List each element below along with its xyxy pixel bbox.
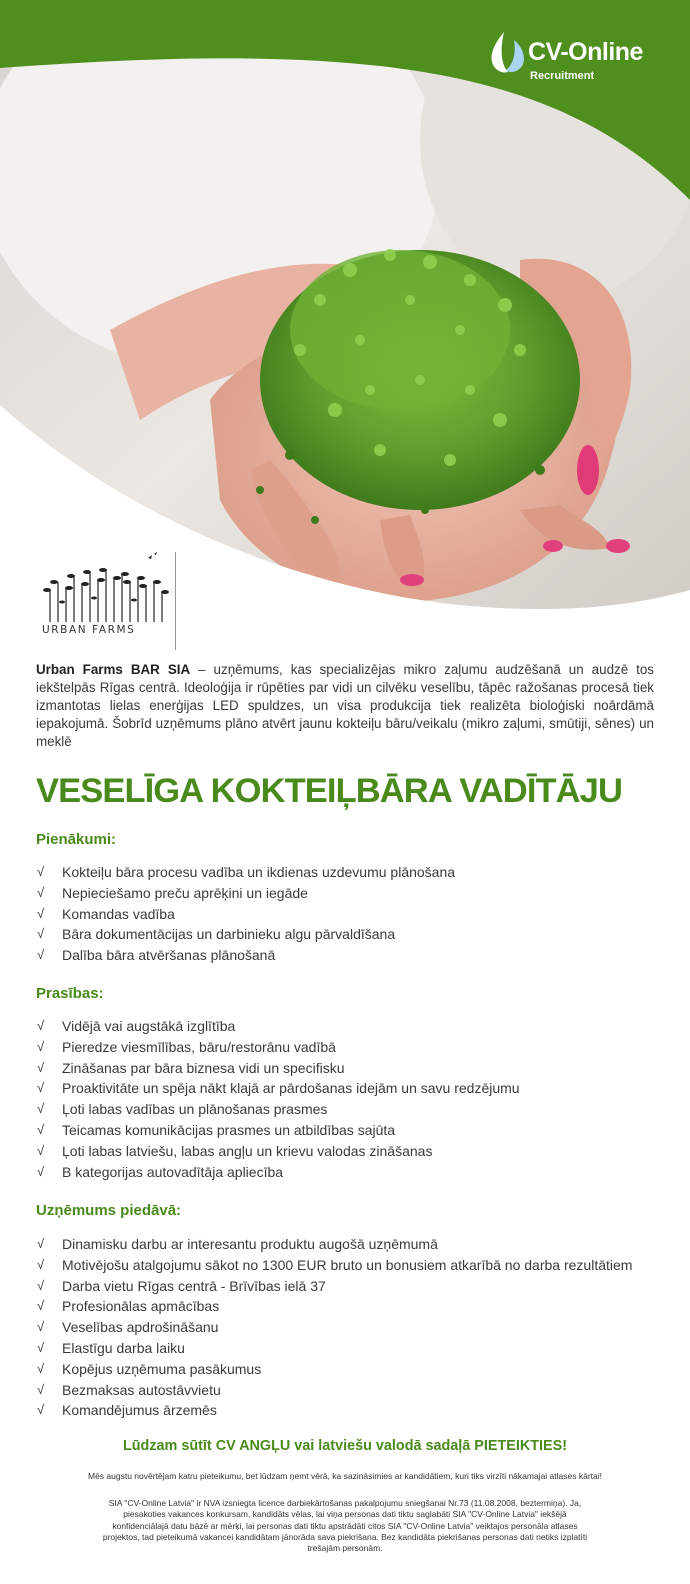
urban-farms-wordmark: URBAN FARMS	[42, 624, 136, 636]
hero-photo-microgreens	[0, 0, 690, 620]
logo-divider	[175, 552, 176, 650]
list-item: √ Pieredze viesmīlības, bāru/restorānu vadībā	[37, 1038, 336, 1055]
list-item: √ Darba vietu Rīgas centrā - Brīvības ielā 37	[37, 1277, 326, 1294]
duties-list	[36, 864, 666, 968]
legal-note: SIA "CV-Online Latvia" ir NVA izsniegta licence darbiekārtošanas pakalpojumu sniegšanai Nr.73 (11.08.2008, beztermiņa). Ja, piesakoties vakances konkursam, kandidāts vēlas, lai viņa personas dati tiktu saglabāti SIA "CV-Online Latvia" iekšējā konfidenciālajā datu bāzē ar mērķi, lai personas dati tiktu apstrādāti citos SIA "CV-Online Latvia" veiktajos personāla atlases projektos, tad pieteikumā vakancei kandidātam jānorāda sava piekrišana. Bez kandidāta piekrišanas personas dati netiks izplatīti trešajām personām.	[102, 1498, 588, 1554]
duties-heading: Pienākumi:	[36, 831, 117, 848]
list-item: √ Vidējā vai augstākā izglītība	[37, 1018, 236, 1034]
list-item: √ Kopējus uzņēmuma pasākumus	[37, 1360, 262, 1377]
list-item: √ Zināšanas par bāra biznesa vidi un specifisku	[37, 1059, 345, 1076]
list-item: √ Ļoti labas latviešu, labas angļu un krievu valodas zināšanas	[37, 1142, 433, 1159]
checkmark-icon: √	[37, 1339, 45, 1355]
company-description: – uzņēmums, kas specializējas mikro zaļumu audzēšanā un audzē tos iekštelpās Rīgas centrā. Ideoloģija ir rūpēties par vidi un cilvēku veselību, tāpēc ražošanas procesā tiek izmantotas lielas enerģijas LED spuldzes, un visa produkcija tiek realizēta bioloģiski noārdāmā iepakojumā. Šobrīd uzņēmums plāno atvērt jaunu kokteiļu bāru/veikalu (mikro zaļumi, smūtiji, sēnes) un meklē	[36, 662, 655, 749]
checkmark-icon: √	[37, 1381, 45, 1397]
checkmark-icon: √	[37, 1319, 45, 1335]
checkmark-icon: √	[37, 1018, 45, 1033]
requirements-heading: Prasības:	[36, 985, 104, 1002]
checkmark-icon: √	[37, 1163, 45, 1179]
checkmark-icon: √	[37, 1121, 45, 1137]
checkmark-icon: √	[37, 1298, 45, 1314]
list-item: √ Teicamas komunikācijas prasmes un atbildības sajūta	[37, 1121, 396, 1138]
checkmark-icon: √	[37, 1080, 45, 1096]
list-item: √ Ļoti labas vadības un plānošanas prasmes	[37, 1101, 328, 1118]
list-item: √ Bāra dokumentācijas un darbinieku algu pārvaldīšana	[37, 926, 396, 943]
offer-list	[36, 1236, 666, 1423]
list-item: √ Komandas vadība	[37, 905, 175, 922]
list-item: √ Proaktivitāte un spēja nākt klajā ar pārdošanas idejām un savu redzējumu	[37, 1080, 520, 1097]
company-name: Urban Farms BAR SIA	[36, 662, 191, 677]
urban-farms-plants-logo-icon	[36, 552, 182, 624]
apply-call-to-action: Lūdzam sūtīt CV ANGĻU vai latviešu valodā sadaļā PIETEIKTIES!	[122, 1438, 568, 1454]
list-item: √ Komandējumus ārzemēs	[37, 1402, 217, 1419]
checkmark-icon: √	[37, 1360, 45, 1376]
hero-banner	[0, 0, 690, 620]
checkmark-icon: √	[37, 1101, 45, 1117]
list-item: √ Motivējošu atalgojumu sākot no 1300 EUR bruto un bonusiem atkarībā no darba rezultātiem	[37, 1256, 633, 1273]
list-item: √ Dinamisku darbu ar interesantu produktu augošā uzņēmumā	[37, 1236, 438, 1252]
list-item: √ Elastīgu darba laiku	[37, 1339, 185, 1356]
checkmark-icon: √	[37, 864, 45, 879]
checkmark-icon: √	[37, 1256, 45, 1272]
checkmark-icon: √	[37, 1059, 45, 1075]
cv-online-drop-logo-icon	[488, 30, 528, 78]
thanks-note: Mēs augstu novērtējam katru pieteikumu, bet lūdzam ņemt vērā, ka sazināsimies ar kandidātiem, kuri tiks virzīti nākamajai atlases kārtai!	[88, 1471, 602, 1481]
company-intro	[36, 661, 654, 751]
urban-farms-logo	[36, 552, 182, 648]
cv-online-subtitle: Recruitment	[530, 70, 595, 82]
list-item: √ Veselības apdrošināšanu	[37, 1319, 219, 1336]
requirements-list	[36, 1018, 666, 1184]
list-item: √ Dalība bāra atvēršanas plānošanā	[37, 947, 276, 964]
cv-online-logo	[488, 30, 668, 84]
checkmark-icon: √	[37, 926, 45, 942]
checkmark-icon: √	[37, 947, 45, 963]
checkmark-icon: √	[37, 884, 45, 900]
checkmark-icon: √	[37, 905, 45, 921]
checkmark-icon: √	[37, 1142, 45, 1158]
list-item: √ B kategorijas autovadītāja apliecība	[37, 1163, 284, 1180]
checkmark-icon: √	[37, 1038, 45, 1054]
cv-online-name: CV-Online	[528, 38, 643, 66]
list-item: √ Kokteiļu bāra procesu vadība un ikdienas uzdevumu plānošana	[37, 864, 456, 880]
checkmark-icon: √	[37, 1402, 45, 1418]
offer-heading: Uzņēmums piedāvā:	[36, 1202, 182, 1219]
checkmark-icon: √	[37, 1277, 45, 1293]
list-item: √ Profesionālas apmācības	[37, 1298, 220, 1315]
job-title: VESELĪGA KOKTEIĻBĀRA VADĪTĀJU	[36, 772, 622, 810]
list-item: √ Bezmaksas autostāvvietu	[37, 1381, 221, 1398]
list-item: √ Nepieciešamo preču aprēķini un iegāde	[37, 884, 308, 901]
checkmark-icon: √	[37, 1236, 45, 1251]
